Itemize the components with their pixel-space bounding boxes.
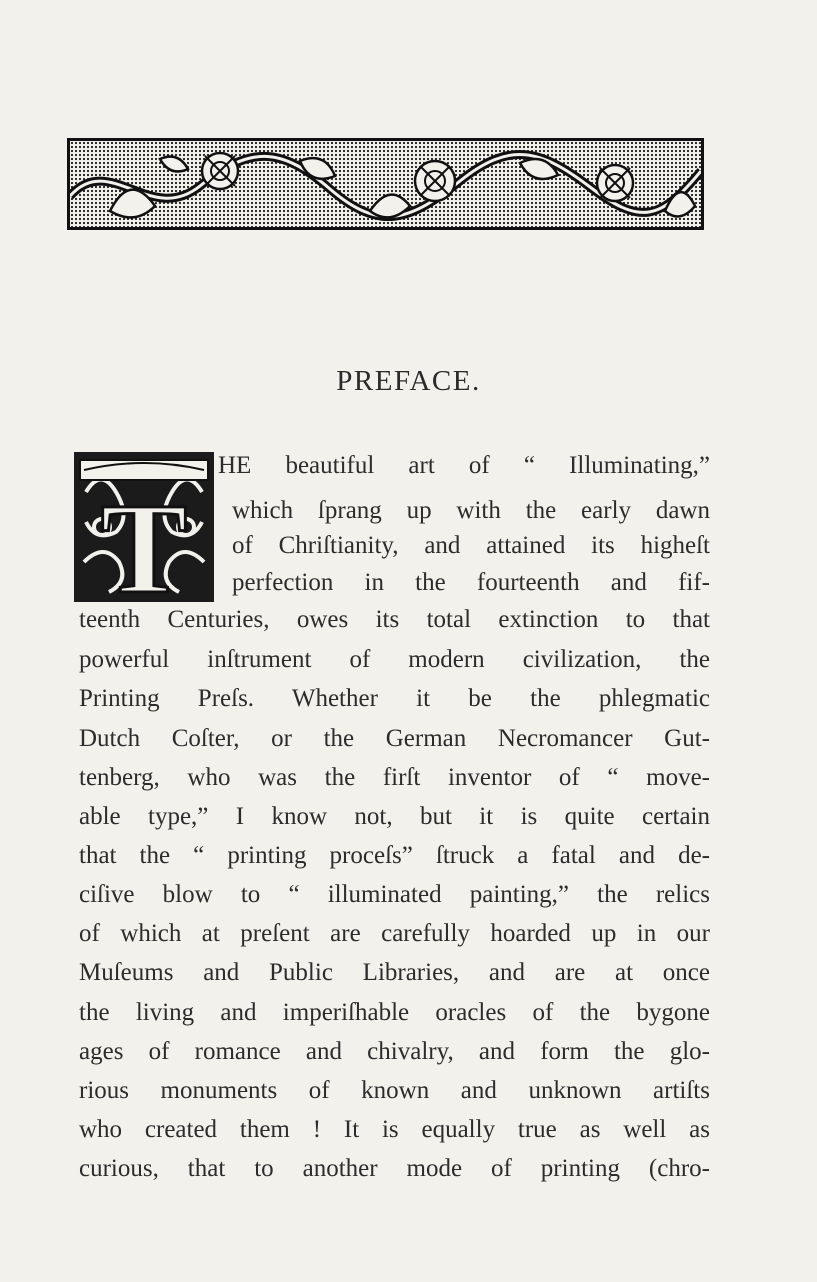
text-line: teenth Centuries, owes its total extinction to that [79, 606, 710, 633]
text-line: of which at preſent are carefully hoarded up in our [79, 920, 710, 947]
text-line: that the “ printing proceſs” ſtruck a fatal and de- [79, 842, 710, 869]
text-line: perfection in the fourteenth and fif- [232, 569, 710, 596]
text-line: able type,” I know not, but it is quite certain [79, 803, 710, 830]
decorative-floral-banner [67, 138, 704, 230]
text-line: who created them ! It is equally true as well as [79, 1116, 710, 1143]
text-line: tenberg, who was the firſt inventor of “ move- [79, 764, 710, 791]
text-line: the living and imperiſhable oracles of the bygone [79, 999, 710, 1026]
text-line: which ſprang up with the early dawn [232, 497, 710, 524]
text-line: Printing Preſs. Whether it be the phlegmatic [79, 685, 710, 712]
text-line: Muſeums and Public Libraries, and are at once [79, 959, 710, 986]
text-line: powerful inſtrument of modern civilization, the [79, 646, 710, 673]
text-line: rious monuments of known and unknown artiſts [79, 1077, 710, 1104]
text-line: ciſive blow to “ illuminated painting,” the relics [79, 881, 710, 908]
page-title: PREFACE. [336, 365, 481, 397]
text-line: HE beautiful art of “ Illuminating,” [218, 452, 710, 479]
decorated-drop-cap [74, 452, 214, 602]
text-line: Dutch Coſter, or the German Necromancer Gut- [79, 725, 710, 752]
text-line: of Chriſtianity, and attained its higheſt [232, 532, 710, 559]
text-line: ages of romance and chivalry, and form the glo- [79, 1038, 710, 1065]
drop-cap-letter: T [100, 477, 188, 602]
text-line: curious, that to another mode of printing (chro- [79, 1155, 710, 1182]
